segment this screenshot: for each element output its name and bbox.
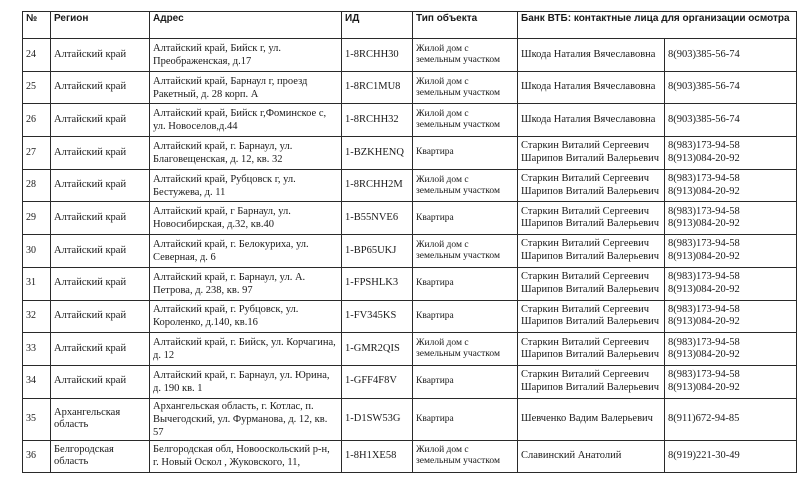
contact-name: Старкин Виталий Сергеевич	[521, 140, 650, 152]
contact-name: Шарипов Виталий Валерьевич	[521, 283, 659, 295]
header-address: Адрес	[150, 12, 342, 39]
contact-name: Старкин Виталий Сергеевич	[521, 303, 650, 315]
row-region: Алтайский край	[51, 235, 150, 268]
header-vtb-contacts: Банк ВТБ: контактные лица для организации осмотра	[518, 12, 797, 39]
row-address: Архангельская область, г. Котлас, п. Вычегодский, ул. Фурманова, д. 12, кв. 57	[150, 398, 342, 440]
table-row	[23, 137, 797, 170]
table-row	[23, 39, 797, 72]
row-number: 30	[23, 235, 51, 268]
row-contact-names	[518, 365, 665, 398]
contact-phone: 8(983)173-94-58	[668, 238, 740, 250]
contact-name: Старкин Виталий Сергеевич	[521, 336, 650, 348]
row-contact-names	[518, 398, 665, 440]
row-number: 28	[23, 169, 51, 202]
contact-phone: 8(919)221-30-49	[668, 450, 740, 462]
row-contact-names	[518, 202, 665, 235]
header-region: Регион	[51, 12, 150, 39]
row-id: 1-BP65UKJ	[342, 235, 413, 268]
row-region: Алтайский край	[51, 39, 150, 72]
row-address: Алтайский край, Барнаул г, проезд Ракетный, д. 28 корп. А	[150, 71, 342, 104]
row-id: 1-GMR2QIS	[342, 333, 413, 366]
header-type: Тип объекта	[413, 12, 518, 39]
row-contact-phones	[665, 440, 797, 473]
contact-name: Славинский Анатолий	[521, 450, 622, 462]
row-contact-phones	[665, 39, 797, 72]
row-object-type: Жилой дом с земельным участком	[413, 440, 518, 473]
row-id: 1-8H1XE58	[342, 440, 413, 473]
row-object-type: Жилой дом с земельным участком	[413, 39, 518, 72]
row-contact-phones	[665, 71, 797, 104]
row-contact-names	[518, 104, 665, 137]
contact-name: Старкин Виталий Сергеевич	[521, 173, 650, 185]
row-number: 29	[23, 202, 51, 235]
row-id: 1-FV345KS	[342, 300, 413, 333]
row-contact-names	[518, 137, 665, 170]
contact-phone: 8(913)084-20-92	[668, 349, 740, 361]
table-body	[23, 39, 797, 473]
row-contact-phones	[665, 235, 797, 268]
contact-phone: 8(983)173-94-58	[668, 271, 740, 283]
row-object-type: Квартира	[413, 365, 518, 398]
row-contact-names	[518, 71, 665, 104]
row-contact-phones	[665, 137, 797, 170]
table-row	[23, 267, 797, 300]
row-number: 24	[23, 39, 51, 72]
contact-name: Шарипов Виталий Валерьевич	[521, 381, 659, 393]
row-region: Алтайский край	[51, 300, 150, 333]
row-id: 1-8RCHH2M	[342, 169, 413, 202]
row-address: Белгородская обл, Новооскольский р-н, г. Новый Оскол , Жуковского, 11,	[150, 440, 342, 473]
contact-phone: 8(983)173-94-58	[668, 205, 740, 217]
contact-phone: 8(983)173-94-58	[668, 303, 740, 315]
table-row	[23, 333, 797, 366]
contact-phone: 8(913)084-20-92	[668, 283, 740, 295]
row-id: 1-8RCHH30	[342, 39, 413, 72]
row-id: 1-BZKHENQ	[342, 137, 413, 170]
row-id: 1-GFF4F8V	[342, 365, 413, 398]
contact-phone: 8(983)173-94-58	[668, 336, 740, 348]
row-region: Алтайский край	[51, 267, 150, 300]
contact-phone: 8(913)084-20-92	[668, 381, 740, 393]
contact-name: Шкода Наталия Вячеславовна	[521, 113, 656, 125]
row-address: Алтайский край, Рубцовск г, ул. Бестужева, д. 11	[150, 169, 342, 202]
row-region: Алтайский край	[51, 365, 150, 398]
header-num: №	[23, 12, 51, 39]
row-id: 1-8RCHH32	[342, 104, 413, 137]
row-object-type: Квартира	[413, 398, 518, 440]
row-contact-phones	[665, 202, 797, 235]
row-contact-names	[518, 440, 665, 473]
row-object-type: Жилой дом с земельным участком	[413, 235, 518, 268]
row-contact-phones	[665, 365, 797, 398]
row-contact-names	[518, 169, 665, 202]
row-object-type: Квартира	[413, 137, 518, 170]
row-region: Алтайский край	[51, 137, 150, 170]
row-contact-phones	[665, 104, 797, 137]
contact-name: Шарипов Виталий Валерьевич	[521, 250, 659, 262]
contact-phone: 8(913)084-20-92	[668, 218, 740, 230]
contact-phone: 8(903)385-56-74	[668, 113, 740, 125]
row-object-type: Квартира	[413, 300, 518, 333]
row-region: Алтайский край	[51, 71, 150, 104]
table-row	[23, 169, 797, 202]
row-contact-phones	[665, 398, 797, 440]
row-object-type: Жилой дом с земельным участком	[413, 104, 518, 137]
contact-name: Шарипов Виталий Валерьевич	[521, 152, 659, 164]
objects-table	[22, 11, 797, 473]
row-number: 27	[23, 137, 51, 170]
row-object-type: Жилой дом с земельным участком	[413, 333, 518, 366]
row-object-type: Жилой дом с земельным участком	[413, 71, 518, 104]
contact-phone: 8(913)084-20-92	[668, 152, 740, 164]
row-id: 1-8RC1MU8	[342, 71, 413, 104]
contact-phone: 8(903)385-56-74	[668, 81, 740, 93]
row-contact-names	[518, 267, 665, 300]
row-id: 1-D1SW53G	[342, 398, 413, 440]
contact-name: Шарипов Виталий Валерьевич	[521, 218, 659, 230]
row-address: Алтайский край, г. Барнаул, ул. Благовещенская, д. 12, кв. 32	[150, 137, 342, 170]
header-id: ИД	[342, 12, 413, 39]
row-object-type: Квартира	[413, 267, 518, 300]
contact-name: Старкин Виталий Сергеевич	[521, 369, 650, 381]
row-number: 36	[23, 440, 51, 473]
row-id: 1-B55NVE6	[342, 202, 413, 235]
table-row	[23, 300, 797, 333]
contact-phone: 8(983)173-94-58	[668, 140, 740, 152]
row-id: 1-FPSHLK3	[342, 267, 413, 300]
row-region: Архангельская область	[51, 398, 150, 440]
row-address: Алтайский край, Бийск г, ул. Преображенская, д.17	[150, 39, 342, 72]
table-row	[23, 235, 797, 268]
contact-name: Шарипов Виталий Валерьевич	[521, 185, 659, 197]
table-row	[23, 104, 797, 137]
contact-name: Шарипов Виталий Валерьевич	[521, 349, 659, 361]
row-number: 32	[23, 300, 51, 333]
row-region: Алтайский край	[51, 333, 150, 366]
row-address: Алтайский край, г. Барнаул, ул. А. Петрова, д. 238, кв. 97	[150, 267, 342, 300]
row-region: Алтайский край	[51, 169, 150, 202]
row-region: Алтайский край	[51, 104, 150, 137]
contact-name: Шевченко Вадим Валерьевич	[521, 412, 653, 424]
row-contact-phones	[665, 333, 797, 366]
contact-name: Старкин Виталий Сергеевич	[521, 205, 650, 217]
row-contact-phones	[665, 267, 797, 300]
row-contact-phones	[665, 169, 797, 202]
contact-name: Старкин Виталий Сергеевич	[521, 238, 650, 250]
row-address: Алтайский край, г. Бийск, ул. Корчагина, д. 12	[150, 333, 342, 366]
row-contact-names	[518, 333, 665, 366]
table-row	[23, 71, 797, 104]
row-address: Алтайский край, г. Барнаул, ул. Юрина, д. 190 кв. 1	[150, 365, 342, 398]
table-row	[23, 202, 797, 235]
row-contact-names	[518, 235, 665, 268]
row-contact-names	[518, 300, 665, 333]
table-row	[23, 440, 797, 473]
contact-name: Шарипов Виталий Валерьевич	[521, 316, 659, 328]
table-row	[23, 398, 797, 440]
row-region: Белгородская область	[51, 440, 150, 473]
contact-phone: 8(983)173-94-58	[668, 369, 740, 381]
row-number: 33	[23, 333, 51, 366]
contact-name: Шкода Наталия Вячеславовна	[521, 48, 656, 60]
contact-phone: 8(903)385-56-74	[668, 48, 740, 60]
row-number: 35	[23, 398, 51, 440]
row-number: 31	[23, 267, 51, 300]
table-row	[23, 365, 797, 398]
row-address: Алтайский край, г. Белокуриха, ул. Северная, д. 6	[150, 235, 342, 268]
contact-name: Старкин Виталий Сергеевич	[521, 271, 650, 283]
row-contact-names	[518, 39, 665, 72]
row-number: 25	[23, 71, 51, 104]
contact-name: Шкода Наталия Вячеславовна	[521, 81, 656, 93]
row-object-type: Жилой дом с земельным участком	[413, 169, 518, 202]
contact-phone: 8(911)672-94-85	[668, 412, 740, 424]
contact-phone: 8(913)084-20-92	[668, 316, 740, 328]
row-address: Алтайский край, Бийск г,Фоминское с, ул. Новоселов,д.44	[150, 104, 342, 137]
row-address: Алтайский край, г Барнаул, ул. Новосибирская, д.32, кв.40	[150, 202, 342, 235]
contact-phone: 8(913)084-20-92	[668, 185, 740, 197]
row-number: 34	[23, 365, 51, 398]
contact-phone: 8(913)084-20-92	[668, 250, 740, 262]
contact-phone: 8(983)173-94-58	[668, 173, 740, 185]
row-address: Алтайский край, г. Рубцовск, ул. Короленко, д.140, кв.16	[150, 300, 342, 333]
row-object-type: Квартира	[413, 202, 518, 235]
row-contact-phones	[665, 300, 797, 333]
header-row	[23, 12, 797, 39]
row-region: Алтайский край	[51, 202, 150, 235]
row-number: 26	[23, 104, 51, 137]
